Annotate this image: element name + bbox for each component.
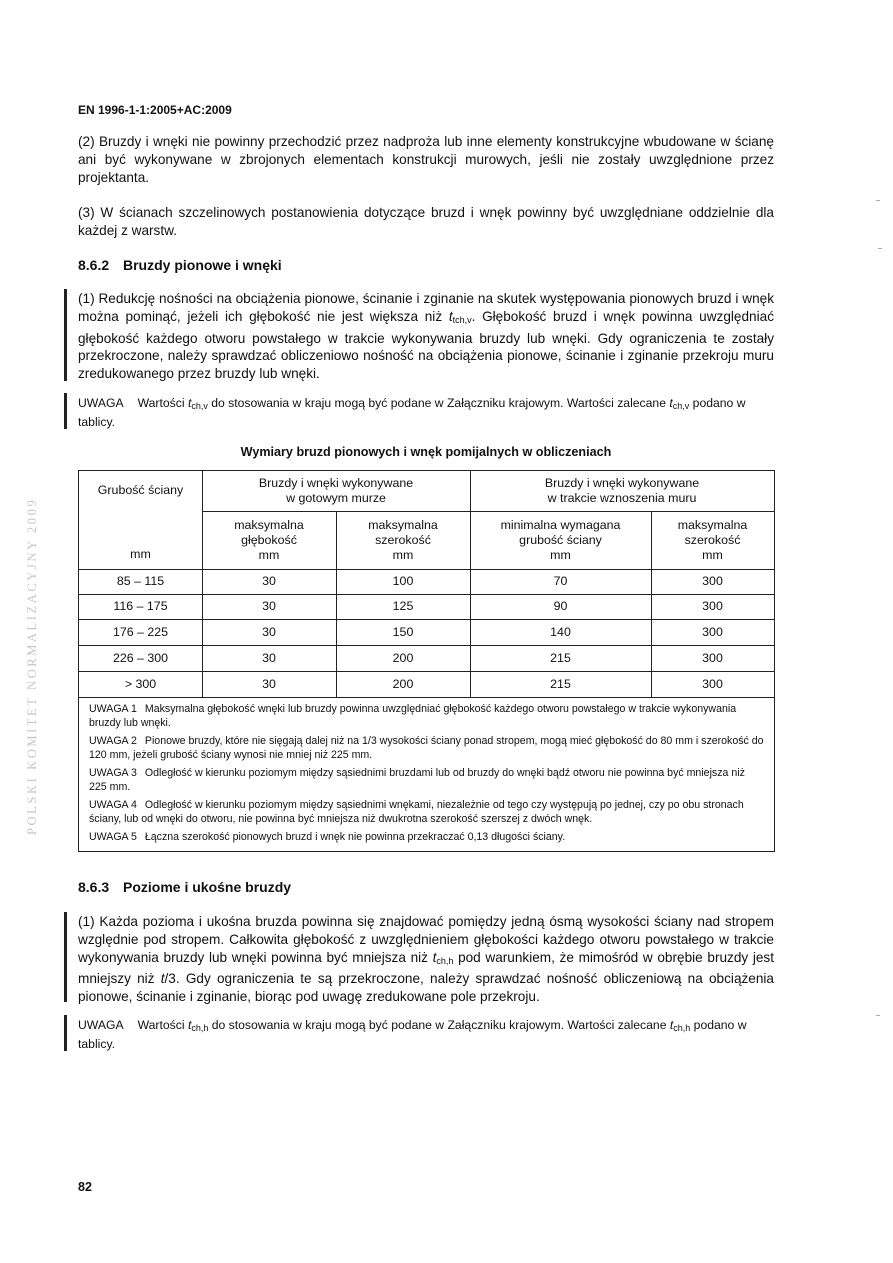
document-code: EN 1996-1-1:2005+AC:2009: [78, 103, 232, 117]
margin-tick: [878, 248, 882, 249]
table-cell: 300: [702, 650, 723, 665]
page-number: 82: [78, 1180, 92, 1194]
table-note: UWAGA 2 Pionowe bruzdy, które nie sięgają dalej niż na 1/3 wysokości ściany ponad stropem, mogą mieć głębokość do 80 mm i szerokość do 120 mm, jeżeli grubość ściany wynosi nie mniej niż 225 mm.: [89, 735, 764, 761]
section-heading-8-6-3: [78, 879, 291, 895]
table-cell: 125: [392, 599, 414, 613]
table-cell: 300: [702, 624, 723, 639]
note-8-6-3: UWAGA Wartości $t_{ch,h}$ do stosowania w kraju mogą być podane w Załączniku krajowym. Wartości zalecane $t_{ch,h}$ podano w tablicy.: [78, 1018, 747, 1051]
table-cell: 300: [702, 599, 723, 613]
table-cell: 150: [392, 624, 414, 639]
paragraph-8-6-2-1: (1) Redukcję nośności na obciążenia pionowe, ścinanie i zginanie na skutek występowania pionowych bruzd i wnęk można pominąć, jeżeli ich głębokość nie jest większa niż $t_{tch,v}$. Głębokość bruzd i wnęk powinna uwzględniać głębokość każdego otworu powstałego w trakcie wykonywania bruzdy lub wnęki. Gdy ograniczenia te zostały przekroczone, należy sprawdzać obliczeniowo nośność na obciążenia pionowe, ścinanie i zginanie przekroju muru zredukowanego przez bruzdy lub wnęki.: [78, 291, 774, 382]
header-min-wall-thickness: minimalna wymagana grubość ściany mm: [500, 517, 621, 562]
table-cell: 70: [553, 574, 568, 588]
table-cell: 300: [702, 676, 723, 691]
table-cell: 90: [553, 599, 568, 613]
table-cell: 30: [262, 676, 276, 691]
table-cell: 30: [262, 574, 276, 588]
table-cell: 200: [392, 676, 414, 691]
header-group-during-construction: Bruzdy i wnęki wykonywane w trakcie wznoszenia muru: [544, 476, 700, 505]
change-bar: [64, 1015, 67, 1051]
table-notes: [89, 702, 765, 848]
table-cell: 30: [262, 650, 276, 665]
table-note: UWAGA 1 Maksymalna głębokość wnęki lub bruzdy powinna uwzględniać głębokość każdego otworu powstałego w trakcie wykonywania bruzdy lub wnęki.: [89, 703, 737, 729]
watermark-text: POLSKI KOMITET NORMALIZACYJNY 2009: [25, 497, 39, 835]
header-wall-thickness-unit: mm: [130, 546, 151, 561]
grooves-table: [78, 470, 775, 852]
table-title: Wymiary bruzd pionowych i wnęk pomijalnych w obliczeniach: [240, 445, 612, 459]
table-cell: 30: [262, 599, 276, 613]
table-cell: 176 – 225: [112, 624, 169, 639]
section-number: 8.6.2: [78, 257, 110, 273]
section-title: Poziome i ukośne bruzdy: [123, 879, 292, 895]
header-max-width: maksymalna szerokość mm: [368, 517, 438, 562]
header-max-width-construction: maksymalna szerokość mm: [677, 517, 748, 562]
table-cell: 200: [392, 650, 414, 665]
table-cell: 30: [262, 624, 276, 639]
paragraph-3: (3) W ścianach szczelinowych postanowienia dotyczące bruzd i wnęk powinny być uwzględniane oddzielnie dla każdej z warstw.: [78, 205, 774, 238]
table-note: UWAGA 3 Odległość w kierunku poziomym między sąsiednimi bruzdami lub od bruzdy do wnęki bądź otworu nie powinna być mniejsza niż 225 mm.: [89, 767, 745, 793]
table-cell: 85 – 115: [116, 574, 165, 588]
section-title: Bruzdy pionowe i wnęki: [123, 257, 282, 273]
note-8-6-2: UWAGA Wartości $t_{ch,v}$ do stosowania w kraju mogą być podane w Załączniku krajowym. Wartości zalecane $t_{ch,v}$ podano w tablicy.: [78, 396, 746, 429]
change-bar: [64, 289, 67, 381]
margin-tick: [876, 1015, 880, 1016]
margin-tick: [876, 200, 880, 201]
paragraph-8-6-3-1: (1) Każda pozioma i ukośna bruzda powinna się znajdować pomiędzy jedną ósmą wysokości ściany nad stropem względnie pod stropem. Całkowita głębokość z uwzględnieniem głębokości każdego otworu powstałego w trakcie wykonywania bruzdy lub wnęki powinna być mniejsza niż $t_{ch,h}$ pod warunkiem, że mimośród w obrębie bruzdy jest mniejszy niż t/3. Gdy ograniczenia te są przekroczone, należy sprawdzać nośność obliczeniową na obciążenia pionowe, ścinanie i zginanie, biorąc pod uwagę zredukowane pole przekroju.: [78, 914, 774, 1005]
table-cell: 100: [392, 574, 414, 588]
table-cell: 140: [550, 624, 571, 639]
table-note: UWAGA 5 Łączna szerokość pionowych bruzd i wnęk nie powinna przekraczać 0,13 długości ściany.: [89, 831, 566, 843]
table-cell: 226 – 300: [112, 650, 169, 665]
table-note: UWAGA 4 Odległość w kierunku poziomym między sąsiednimi wnękami, niezależnie od tego czy występują po jednej, czy po obu stronach ściany, lub od wnęki do otworu, nie powinna być mniejsza niż dwukrotna szerokość szerszej z dwóch wnęk.: [89, 799, 744, 825]
header-wall-thickness: Grubość ściany: [97, 482, 184, 497]
header-max-depth: maksymalna głębokość mm: [234, 517, 304, 562]
table-cell: 215: [550, 676, 571, 691]
table-cell: > 300: [124, 676, 157, 691]
section-number: 8.6.3: [78, 879, 110, 895]
table-cell: 116 – 175: [113, 599, 168, 613]
table-cell: 215: [550, 650, 571, 665]
table-cell: 300: [702, 574, 723, 588]
change-bar: [64, 393, 67, 429]
change-bar: [64, 912, 67, 1002]
section-heading-8-6-2: [78, 257, 282, 273]
paragraph-2: (2) Bruzdy i wnęki nie powinny przechodzić przez nadproża lub inne elementy konstrukcyjne wbudowane w ścianę ani być wykonywane w zbrojonych elementach konstrukcji murowych, jeśli nie zostały uwzględnione przez projektanta.: [78, 134, 774, 185]
header-group-finished-wall: Bruzdy i wnęki wykonywane w gotowym murze: [258, 476, 414, 505]
table-grid-line: [79, 697, 774, 698]
